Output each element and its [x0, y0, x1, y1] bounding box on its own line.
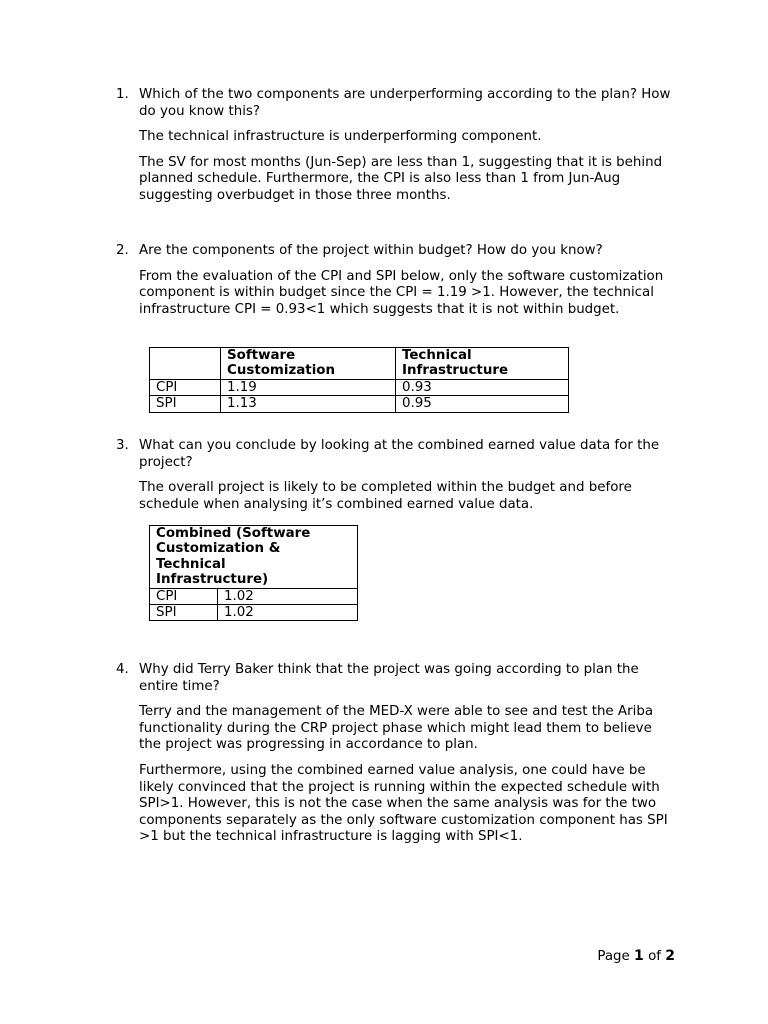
table-row [150, 605, 358, 621]
page-footer [597, 948, 675, 966]
question-2 [116, 243, 676, 318]
answer-paragraph: The overall project is likely to be completed within the budget and before schedule when analysing it’s combined earned value data. [139, 480, 632, 512]
answer-paragraph: Terry and the management of the MED-X were able to see and test the Ariba functionality during the CRP project phase which might lead them to believe the project was progressing in accordance to plan. [139, 704, 654, 753]
table-header-cell: Software Customization [221, 348, 396, 380]
answer-paragraph: The technical infrastructure is underperforming component. [139, 129, 542, 145]
table-header-cell: Combined (Software Customization & Technical Infrastructure) [150, 526, 358, 589]
question-4 [116, 662, 676, 846]
table-header-cell [150, 348, 221, 380]
table-cell: 1.02 [218, 588, 358, 604]
question-text: Are the components of the project within budget? How do you know? [139, 243, 603, 258]
table-cell: CPI [150, 379, 221, 395]
current-page-number: 1 [634, 948, 644, 964]
answer-paragraph: The SV for most months (Jun-Sep) are less than 1, suggesting that it is behind planned schedule. Furthermore, the CPI is also less than 1 from Jun-Aug suggesting overbudget in those three months. [139, 154, 663, 203]
page-label: Page [597, 949, 630, 964]
table-header-row [150, 526, 358, 589]
total-page-number: 2 [665, 948, 675, 964]
of-label: of [648, 949, 661, 964]
table-header-row [150, 348, 569, 380]
question-text: Which of the two components are underperforming according to the plan? How do you know this? [139, 87, 671, 119]
question-3 [116, 438, 676, 513]
table-cell: 1.13 [221, 396, 396, 412]
question-text: What can you conclude by looking at the combined earned value data for the project? [139, 438, 660, 470]
question-number: 1. [116, 87, 129, 102]
table-cell: SPI [150, 396, 221, 412]
question-number: 4. [116, 662, 129, 677]
table-cell: 1.19 [221, 379, 396, 395]
question-1 [116, 87, 676, 205]
question-text: Why did Terry Baker think that the project was going according to plan the entire time? [139, 662, 639, 694]
cpi-spi-table [149, 347, 569, 413]
table-cell: 1.02 [218, 605, 358, 621]
question-number: 2. [116, 243, 129, 258]
question-number: 3. [116, 438, 129, 453]
table-cell: 0.93 [396, 379, 569, 395]
table-header-cell: Technical Infrastructure [396, 348, 569, 380]
combined-table [149, 525, 358, 621]
answer-paragraph: Furthermore, using the combined earned value analysis, one could have be likely convinced that the project is running within the expected schedule with SPI>1. However, this is not the case when the same analysis was for the two components separately as the only software customization component has SPI >1 but the technical infrastructure is lagging with SPI<1. [139, 762, 668, 845]
table-cell: SPI [150, 605, 218, 621]
table-row [150, 379, 569, 395]
answer-paragraph: From the evaluation of the CPI and SPI below, only the software customization component is within budget since the CPI = 1.19 >1. However, the technical infrastructure CPI = 0.93<1 which suggests that it is not within budget. [139, 268, 664, 317]
table-row [150, 396, 569, 412]
table-row [150, 588, 358, 604]
table-cell: CPI [150, 588, 218, 604]
table-cell: 0.95 [396, 396, 569, 412]
